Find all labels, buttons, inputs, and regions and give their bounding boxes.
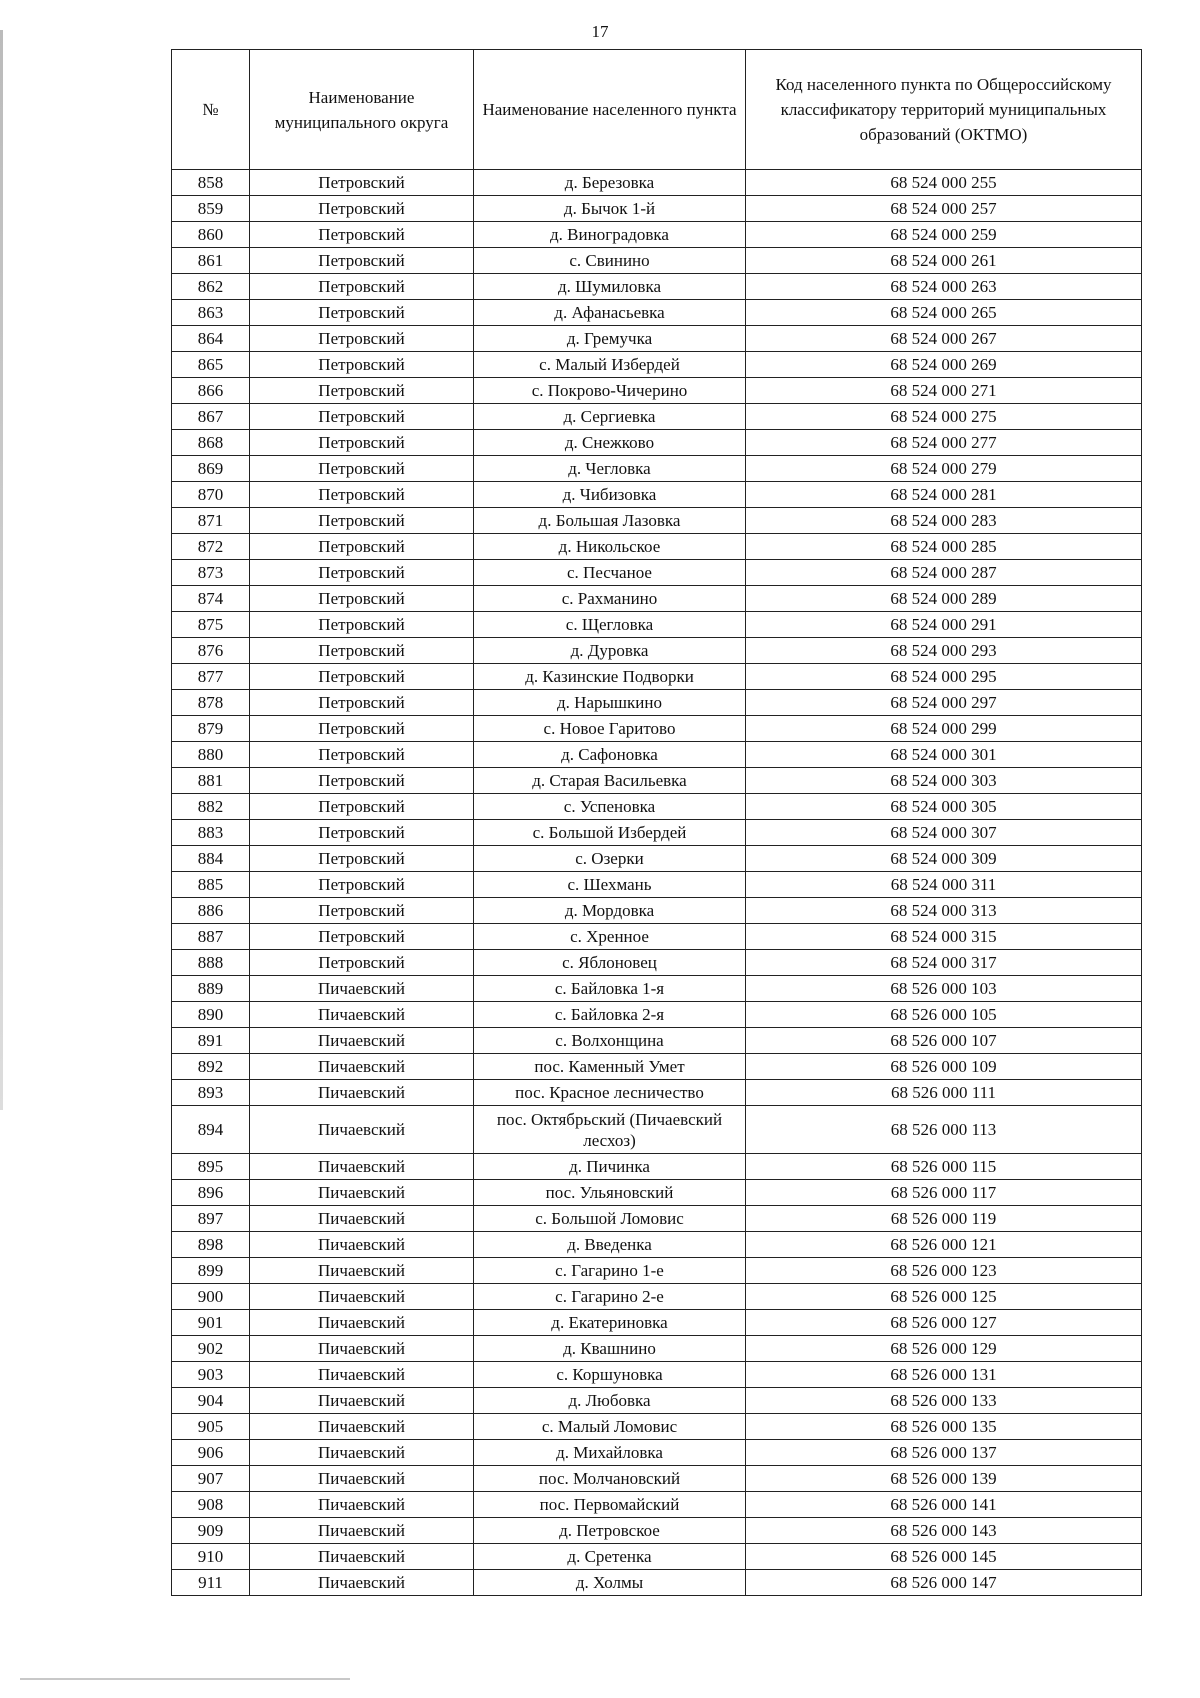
oktmo-code: 68 526 000 107 [746,1028,1142,1054]
row-number: 870 [172,482,250,508]
oktmo-code: 68 526 000 111 [746,1080,1142,1106]
row-number: 878 [172,690,250,716]
settlement-name: д. Михайловка [474,1440,746,1466]
municipal-district: Петровский [250,196,474,222]
table-row [172,1388,1142,1414]
header-municipal-district: Наименование муниципального округа [250,50,474,170]
settlement-name: д. Чибизовка [474,482,746,508]
table-row [172,586,1142,612]
settlement-name: д. Екатериновка [474,1310,746,1336]
oktmo-code: 68 524 000 265 [746,300,1142,326]
table-row [172,222,1142,248]
table-row [172,352,1142,378]
table-row [172,1362,1142,1388]
municipal-district: Пичаевский [250,1336,474,1362]
municipal-district: Петровский [250,742,474,768]
scan-bottom-edge [20,1678,350,1680]
row-number: 884 [172,846,250,872]
municipal-district: Пичаевский [250,1106,474,1154]
settlement-name: с. Малый Избердей [474,352,746,378]
row-number: 908 [172,1492,250,1518]
table-row [172,794,1142,820]
table-row [172,1492,1142,1518]
municipal-district: Петровский [250,534,474,560]
table-row [172,1206,1142,1232]
settlement-name: с. Свинино [474,248,746,274]
municipal-district: Пичаевский [250,1570,474,1596]
row-number: 910 [172,1544,250,1570]
municipal-district: Петровский [250,222,474,248]
table-row [172,170,1142,196]
settlement-name: д. Петровское [474,1518,746,1544]
oktmo-code: 68 526 000 125 [746,1284,1142,1310]
settlement-name: д. Афанасьевка [474,300,746,326]
row-number: 897 [172,1206,250,1232]
municipal-district: Петровский [250,378,474,404]
municipal-district: Петровский [250,430,474,456]
row-number: 887 [172,924,250,950]
oktmo-code: 68 526 000 139 [746,1466,1142,1492]
table-row [172,534,1142,560]
row-number: 902 [172,1336,250,1362]
settlement-name: с. Гагарино 1-е [474,1258,746,1284]
settlement-name: д. Казинские Подворки [474,664,746,690]
row-number: 877 [172,664,250,690]
oktmo-code: 68 526 000 147 [746,1570,1142,1596]
table-row [172,560,1142,586]
table-row [172,1414,1142,1440]
oktmo-code: 68 526 000 135 [746,1414,1142,1440]
settlement-name: с. Коршуновка [474,1362,746,1388]
oktmo-code: 68 524 000 271 [746,378,1142,404]
municipal-district: Пичаевский [250,1002,474,1028]
row-number: 882 [172,794,250,820]
row-number: 890 [172,1002,250,1028]
oktmo-code: 68 524 000 291 [746,612,1142,638]
settlement-name: д. Нарышкино [474,690,746,716]
table-row [172,612,1142,638]
municipal-district: Петровский [250,300,474,326]
settlement-name: с. Песчаное [474,560,746,586]
settlement-name: с. Озерки [474,846,746,872]
municipal-district: Пичаевский [250,1206,474,1232]
settlement-name: с. Шехмань [474,872,746,898]
settlement-name: с. Байловка 2-я [474,1002,746,1028]
municipal-district: Пичаевский [250,1054,474,1080]
row-number: 903 [172,1362,250,1388]
oktmo-code: 68 526 000 145 [746,1544,1142,1570]
settlement-name: с. Гагарино 2-е [474,1284,746,1310]
settlement-name: д. Сергиевка [474,404,746,430]
table-row [172,690,1142,716]
municipal-district: Петровский [250,794,474,820]
row-number: 876 [172,638,250,664]
municipal-district: Пичаевский [250,1492,474,1518]
municipal-district: Петровский [250,456,474,482]
table-row [172,1080,1142,1106]
oktmo-code: 68 526 000 141 [746,1492,1142,1518]
municipal-district: Петровский [250,846,474,872]
municipal-district: Пичаевский [250,1466,474,1492]
row-number: 872 [172,534,250,560]
settlement-name: с. Новое Гаритово [474,716,746,742]
municipal-district: Пичаевский [250,1544,474,1570]
settlement-name: пос. Молчановский [474,1466,746,1492]
oktmo-code: 68 524 000 307 [746,820,1142,846]
municipal-district: Петровский [250,690,474,716]
municipal-district: Петровский [250,898,474,924]
oktmo-code: 68 524 000 285 [746,534,1142,560]
oktmo-code: 68 524 000 313 [746,898,1142,924]
row-number: 868 [172,430,250,456]
table-row [172,326,1142,352]
table-row [172,300,1142,326]
oktmo-code: 68 526 000 121 [746,1232,1142,1258]
oktmo-code: 68 524 000 275 [746,404,1142,430]
oktmo-code: 68 524 000 263 [746,274,1142,300]
table-row [172,716,1142,742]
municipal-district: Пичаевский [250,1180,474,1206]
municipal-district: Пичаевский [250,976,474,1002]
row-number: 895 [172,1154,250,1180]
row-number: 907 [172,1466,250,1492]
row-number: 886 [172,898,250,924]
settlement-name: пос. Первомайский [474,1492,746,1518]
oktmo-code: 68 524 000 299 [746,716,1142,742]
table-row [172,1002,1142,1028]
row-number: 859 [172,196,250,222]
row-number: 866 [172,378,250,404]
settlement-name: д. Дуровка [474,638,746,664]
oktmo-code: 68 526 000 113 [746,1106,1142,1154]
table-row [172,820,1142,846]
oktmo-code: 68 524 000 301 [746,742,1142,768]
table-row [172,1518,1142,1544]
row-number: 883 [172,820,250,846]
row-number: 892 [172,1054,250,1080]
settlement-name: д. Бычок 1-й [474,196,746,222]
oktmo-code: 68 526 000 129 [746,1336,1142,1362]
table-row [172,1106,1142,1154]
oktmo-code: 68 524 000 305 [746,794,1142,820]
municipal-district: Петровский [250,274,474,300]
municipal-district: Пичаевский [250,1414,474,1440]
table-row [172,378,1142,404]
table-row [172,248,1142,274]
table-row [172,404,1142,430]
settlement-name: д. Шумиловка [474,274,746,300]
municipal-district: Пичаевский [250,1518,474,1544]
settlement-name: д. Гремучка [474,326,746,352]
settlement-name: с. Покрово-Чичерино [474,378,746,404]
municipal-district: Петровский [250,950,474,976]
table-row [172,196,1142,222]
municipal-district: Петровский [250,482,474,508]
table-row [172,508,1142,534]
table-row [172,430,1142,456]
row-number: 909 [172,1518,250,1544]
oktmo-code: 68 524 000 297 [746,690,1142,716]
oktmo-code: 68 526 000 133 [746,1388,1142,1414]
oktmo-code: 68 524 000 311 [746,872,1142,898]
oktmo-code: 68 524 000 257 [746,196,1142,222]
table-row [172,768,1142,794]
table-row [172,846,1142,872]
settlement-name: д. Холмы [474,1570,746,1596]
settlement-name: д. Пичинка [474,1154,746,1180]
row-number: 885 [172,872,250,898]
row-number: 901 [172,1310,250,1336]
oktmo-code: 68 524 000 289 [746,586,1142,612]
municipal-district: Петровский [250,560,474,586]
row-number: 875 [172,612,250,638]
oktmo-code: 68 526 000 127 [746,1310,1142,1336]
row-number: 865 [172,352,250,378]
scan-left-edge [0,30,3,1110]
oktmo-code: 68 524 000 267 [746,326,1142,352]
settlement-name: д. Березовка [474,170,746,196]
table-row [172,1544,1142,1570]
table-row [172,1310,1142,1336]
row-number: 879 [172,716,250,742]
settlement-name: д. Большая Лазовка [474,508,746,534]
row-number: 860 [172,222,250,248]
municipal-district: Пичаевский [250,1440,474,1466]
settlement-name: д. Чегловка [474,456,746,482]
oktmo-code: 68 524 000 279 [746,456,1142,482]
row-number: 862 [172,274,250,300]
oktmo-code: 68 526 000 119 [746,1206,1142,1232]
table-row [172,1028,1142,1054]
settlements-table [171,49,1142,1596]
oktmo-code: 68 524 000 283 [746,508,1142,534]
municipal-district: Пичаевский [250,1154,474,1180]
table-row [172,1440,1142,1466]
oktmo-code: 68 526 000 105 [746,1002,1142,1028]
settlement-name: д. Сафоновка [474,742,746,768]
table-row [172,1466,1142,1492]
municipal-district: Петровский [250,638,474,664]
settlement-name: с. Хренное [474,924,746,950]
oktmo-code: 68 526 000 123 [746,1258,1142,1284]
municipal-district: Петровский [250,404,474,430]
settlement-name: пос. Октябрьский (Пичаевский лесхоз) [474,1106,746,1154]
municipal-district: Петровский [250,664,474,690]
oktmo-code: 68 524 000 317 [746,950,1142,976]
table-row [172,1180,1142,1206]
table-row [172,482,1142,508]
table-row [172,1336,1142,1362]
row-number: 871 [172,508,250,534]
table-row [172,872,1142,898]
oktmo-code: 68 526 000 131 [746,1362,1142,1388]
oktmo-code: 68 524 000 261 [746,248,1142,274]
row-number: 863 [172,300,250,326]
oktmo-code: 68 524 000 309 [746,846,1142,872]
oktmo-code: 68 524 000 315 [746,924,1142,950]
municipal-district: Петровский [250,716,474,742]
settlement-name: пос. Каменный Умет [474,1054,746,1080]
row-number: 899 [172,1258,250,1284]
table-body [172,170,1142,1596]
settlement-name: пос. Красное лесничество [474,1080,746,1106]
oktmo-code: 68 524 000 303 [746,768,1142,794]
table-row [172,274,1142,300]
settlement-name: пос. Ульяновский [474,1180,746,1206]
oktmo-code: 68 526 000 137 [746,1440,1142,1466]
municipal-district: Пичаевский [250,1362,474,1388]
settlement-name: с. Малый Ломовис [474,1414,746,1440]
table-row [172,1570,1142,1596]
row-number: 906 [172,1440,250,1466]
oktmo-code: 68 524 000 295 [746,664,1142,690]
municipal-district: Пичаевский [250,1388,474,1414]
row-number: 904 [172,1388,250,1414]
table-row [172,664,1142,690]
settlement-name: д. Квашнино [474,1336,746,1362]
municipal-district: Пичаевский [250,1080,474,1106]
settlement-name: д. Любовка [474,1388,746,1414]
table-row [172,950,1142,976]
settlement-name: д. Введенка [474,1232,746,1258]
table-row [172,1154,1142,1180]
oktmo-code: 68 526 000 109 [746,1054,1142,1080]
municipal-district: Пичаевский [250,1232,474,1258]
table-row [172,1054,1142,1080]
row-number: 896 [172,1180,250,1206]
oktmo-code: 68 524 000 293 [746,638,1142,664]
header-number: № [172,50,250,170]
settlement-name: с. Волхонщина [474,1028,746,1054]
settlement-name: д. Снежково [474,430,746,456]
row-number: 898 [172,1232,250,1258]
table-row [172,1232,1142,1258]
municipal-district: Петровский [250,768,474,794]
settlement-name: с. Щегловка [474,612,746,638]
row-number: 900 [172,1284,250,1310]
settlement-name: с. Большой Ломовис [474,1206,746,1232]
municipal-district: Петровский [250,248,474,274]
row-number: 905 [172,1414,250,1440]
table-row [172,924,1142,950]
table-header-row [172,50,1142,170]
settlement-name: с. Байловка 1-я [474,976,746,1002]
header-settlement-name: Наименование населенного пункта [474,50,746,170]
municipal-district: Петровский [250,508,474,534]
row-number: 874 [172,586,250,612]
row-number: 873 [172,560,250,586]
row-number: 911 [172,1570,250,1596]
settlement-name: д. Старая Васильевка [474,768,746,794]
settlement-name: с. Большой Избердей [474,820,746,846]
municipal-district: Пичаевский [250,1258,474,1284]
municipal-district: Петровский [250,872,474,898]
row-number: 894 [172,1106,250,1154]
municipal-district: Пичаевский [250,1284,474,1310]
municipal-district: Петровский [250,924,474,950]
oktmo-code: 68 526 000 143 [746,1518,1142,1544]
municipal-district: Петровский [250,170,474,196]
table-row [172,898,1142,924]
municipal-district: Пичаевский [250,1028,474,1054]
oktmo-code: 68 524 000 287 [746,560,1142,586]
row-number: 864 [172,326,250,352]
oktmo-code: 68 524 000 281 [746,482,1142,508]
municipal-district: Петровский [250,612,474,638]
page-number: 17 [591,22,609,41]
row-number: 869 [172,456,250,482]
row-number: 889 [172,976,250,1002]
municipal-district: Пичаевский [250,1310,474,1336]
oktmo-code: 68 524 000 255 [746,170,1142,196]
oktmo-code: 68 526 000 103 [746,976,1142,1002]
settlement-name: д. Виноградовка [474,222,746,248]
row-number: 858 [172,170,250,196]
settlement-name: с. Яблоновец [474,950,746,976]
table-row [172,456,1142,482]
row-number: 861 [172,248,250,274]
municipal-district: Петровский [250,326,474,352]
settlement-name: д. Сретенка [474,1544,746,1570]
row-number: 891 [172,1028,250,1054]
oktmo-code: 68 524 000 259 [746,222,1142,248]
row-number: 893 [172,1080,250,1106]
settlement-name: с. Успеновка [474,794,746,820]
oktmo-code: 68 526 000 117 [746,1180,1142,1206]
table-row [172,1258,1142,1284]
municipal-district: Петровский [250,352,474,378]
settlement-name: д. Никольское [474,534,746,560]
header-oktmo-code: Код населенного пункта по Общероссийскому классификатору территорий муниципальных образований (ОКТМО) [746,50,1142,170]
row-number: 867 [172,404,250,430]
oktmo-code: 68 524 000 277 [746,430,1142,456]
municipal-district: Петровский [250,586,474,612]
table-row [172,1284,1142,1310]
settlement-name: д. Мордовка [474,898,746,924]
table-row [172,638,1142,664]
oktmo-code: 68 526 000 115 [746,1154,1142,1180]
row-number: 880 [172,742,250,768]
oktmo-code: 68 524 000 269 [746,352,1142,378]
municipal-district: Петровский [250,820,474,846]
table-row [172,742,1142,768]
settlement-name: с. Рахманино [474,586,746,612]
table-row [172,976,1142,1002]
row-number: 881 [172,768,250,794]
row-number: 888 [172,950,250,976]
